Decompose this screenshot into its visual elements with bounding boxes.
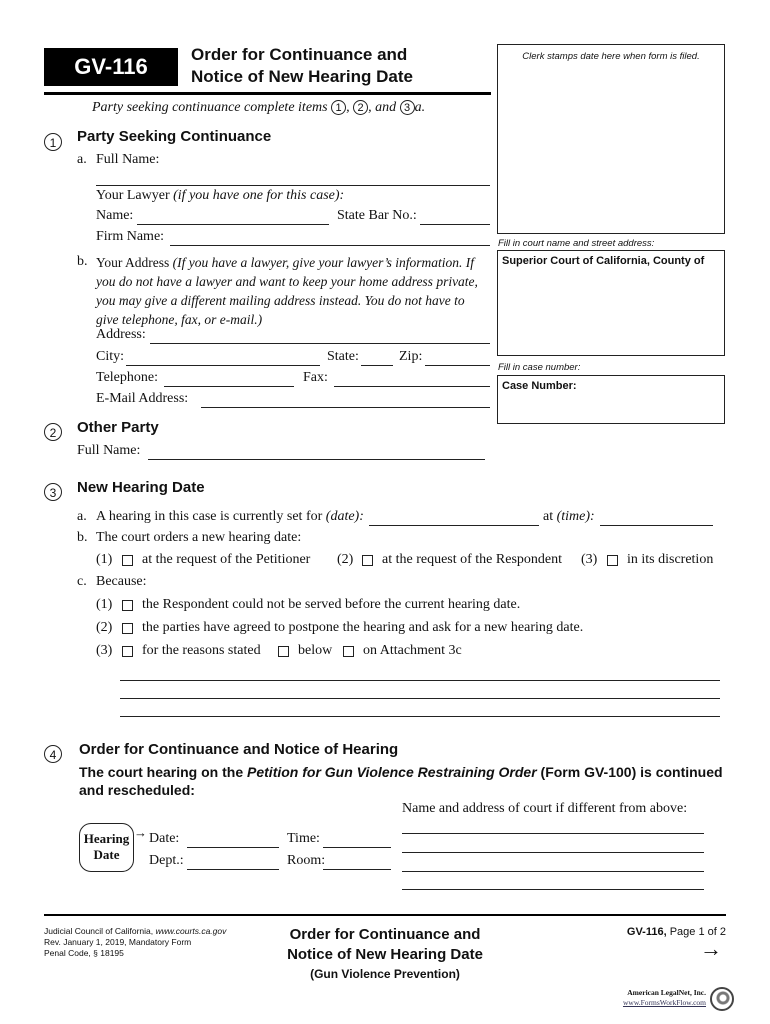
next-page-arrow-icon[interactable]: →	[700, 936, 722, 961]
s3-c-letter: c.	[77, 574, 87, 589]
your-address-block	[96, 253, 496, 329]
s3-a-time-label: (time):	[556, 509, 595, 524]
footer-left2: Rev. January 1, 2019, Mandatory Form	[44, 937, 192, 947]
new-time-input[interactable]	[323, 831, 391, 847]
city-label: City:	[96, 349, 125, 364]
zip-label: Zip:	[399, 349, 423, 364]
lawyer-name-line	[137, 224, 329, 225]
room-label: Room:	[287, 853, 326, 868]
instruction-sep2: , and	[368, 100, 397, 115]
s3-a-at: at	[543, 509, 554, 524]
s3-b-letter: b.	[77, 530, 88, 545]
fax-line	[334, 386, 490, 387]
dept-input[interactable]	[187, 853, 279, 869]
email-label: E-Mail Address:	[96, 391, 189, 406]
s3-c-opt1-num: (1)	[96, 597, 113, 612]
court-diff-label: Name and address of court if different from above:	[402, 801, 688, 816]
s3-c-text: Because:	[96, 574, 147, 589]
current-hearing-time-input[interactable]	[600, 509, 713, 525]
other-party-name-label: Full Name:	[77, 443, 141, 458]
publisher-url: www.FormsWorkFlow.com	[622, 998, 706, 1007]
section2-number: 2	[44, 423, 62, 441]
reasons-line-3	[120, 716, 720, 717]
address-note-l1: (If you have a lawyer, give your lawyer’s information. If	[172, 255, 474, 270]
s3-b-opt1: at the request of the Petitioner	[142, 552, 311, 567]
dept-label: Dept.:	[149, 853, 184, 868]
firm-name-label: Firm Name:	[96, 229, 165, 244]
firm-name-input[interactable]	[170, 229, 490, 245]
fax-input[interactable]	[334, 370, 490, 386]
petitioner-request-checkbox[interactable]	[122, 555, 133, 566]
s3-c-opt3: for the reasons stated	[142, 643, 261, 658]
reasons-line-1	[120, 680, 720, 681]
publisher-stamp	[614, 988, 706, 1008]
section3-heading: New Hearing Date	[77, 479, 205, 496]
s3-a-text	[96, 509, 364, 525]
publisher-name: American LegalNet, Inc.	[627, 988, 706, 997]
s3-b-opt2-num: (2)	[337, 552, 354, 567]
s3-b-text: The court orders a new hearing date:	[96, 530, 302, 545]
footer-center	[270, 925, 500, 983]
firm-name-line	[170, 245, 490, 246]
new-time-label: Time:	[287, 831, 320, 846]
s3-c-opt3-attach: on Attachment 3c	[363, 643, 462, 658]
lawyer-name-label: Name:	[96, 208, 134, 223]
court-diff-textarea[interactable]	[402, 818, 704, 890]
case-box-note: Fill in case number:	[498, 362, 581, 373]
s3-b-opt2: at the request of the Respondent	[382, 552, 563, 567]
footer-left-row1	[44, 926, 226, 937]
instruction-sep1: ,	[346, 100, 350, 115]
footer-left	[44, 926, 226, 959]
full-name-line	[96, 185, 490, 186]
publisher-logo-icon	[710, 987, 734, 1011]
s3-a-main: A hearing in this case is currently set for	[96, 509, 323, 524]
s4-sub-ital: Petition for Gun Violence Restraining Order	[247, 764, 537, 780]
form-title-line2: Notice of New Hearing Date	[191, 67, 413, 86]
case-number-box[interactable]	[497, 375, 725, 424]
fax-label: Fax:	[303, 370, 328, 385]
s3-c-opt1: the Respondent could not be served before the current hearing date.	[142, 597, 521, 612]
instruction-post: a.	[414, 100, 426, 115]
footer-center2: Notice of New Hearing Date	[287, 946, 483, 963]
full-name-label: Full Name:	[96, 152, 160, 167]
s3-c-opt2-num: (2)	[96, 620, 113, 635]
email-line	[201, 407, 490, 408]
section4-number: 4	[44, 745, 62, 763]
state-bar-line	[420, 224, 490, 225]
instruction-pre: Party seeking continuance complete items	[92, 100, 328, 115]
lawyer-name-input[interactable]	[137, 208, 329, 224]
state-bar-label: State Bar No.:	[337, 208, 417, 223]
your-lawyer-note: (if you have one for this case):	[173, 188, 345, 203]
reasons-stated-checkbox[interactable]	[122, 646, 133, 657]
footer-center3: (Gun Violence Prevention)	[310, 967, 460, 981]
item-ref-3: 3	[400, 100, 415, 115]
s4-sub-pre: The court hearing on the	[79, 764, 248, 780]
room-input[interactable]	[323, 853, 391, 869]
court-discretion-checkbox[interactable]	[607, 555, 618, 566]
section4-heading: Order for Continuance and Notice of Hearing	[79, 741, 399, 758]
s3-c-opt3-below: below	[298, 643, 333, 658]
footer-left1-url: www.courts.ca.gov	[155, 926, 227, 936]
hearing-tag-l1: Hearing	[83, 831, 130, 846]
clerk-stamp-box[interactable]	[497, 44, 725, 234]
section4-sub-row1	[79, 763, 723, 781]
address-note-l3: you may give a different mailing address instead. You do not have to	[96, 293, 465, 308]
address-line	[150, 343, 490, 344]
court-diff-line-2	[402, 852, 704, 853]
your-lawyer-text: Your Lawyer	[96, 188, 170, 203]
s3-b-opt3: in its discretion	[627, 552, 714, 567]
state-input[interactable]	[361, 349, 393, 365]
court-name-box[interactable]	[497, 250, 725, 356]
clerk-stamp-note: Clerk stamps date here when form is filed.	[522, 51, 700, 62]
address-label: Address:	[96, 327, 146, 342]
not-served-checkbox[interactable]	[122, 600, 133, 611]
court-diff-line-3	[402, 871, 704, 872]
reasons-line-2	[120, 698, 720, 699]
footer-form-id: GV-116,	[626, 926, 667, 938]
s3-c-opt3-num: (3)	[96, 643, 113, 658]
s3-b-opt3-num: (3)	[581, 552, 598, 567]
reasons-below-checkbox[interactable]	[278, 646, 289, 657]
address-input[interactable]	[150, 327, 490, 343]
court-box-note: Fill in court name and street address:	[498, 238, 655, 249]
address-note-row1	[96, 253, 496, 272]
respondent-request-checkbox[interactable]	[362, 555, 373, 566]
your-lawyer-label	[96, 188, 344, 204]
form-id-badge: GV-116	[44, 48, 178, 86]
footer-rule	[44, 914, 726, 916]
parties-agreed-checkbox[interactable]	[122, 623, 133, 634]
instruction-line	[92, 100, 425, 116]
current-hearing-time-line	[600, 525, 713, 526]
room-line	[323, 869, 391, 870]
section2-heading: Other Party	[77, 419, 159, 436]
other-party-name-line	[148, 459, 485, 460]
city-input[interactable]	[126, 349, 320, 365]
reasons-attachment-checkbox[interactable]	[343, 646, 354, 657]
hearing-date-tag	[79, 823, 134, 872]
s3-c-opt2: the parties have agreed to postpone the hearing and ask for a new hearing date.	[142, 620, 584, 635]
footer-center1: Order for Continuance and	[289, 926, 481, 943]
telephone-label: Telephone:	[96, 370, 158, 385]
s3-a-date-label: (date):	[325, 509, 364, 524]
section1-number: 1	[44, 133, 62, 151]
telephone-input[interactable]	[164, 370, 294, 386]
court-diff-line-4	[402, 889, 704, 890]
form-title	[191, 44, 413, 88]
other-party-name-input[interactable]	[148, 443, 485, 459]
footer-left1: Judicial Council of California,	[44, 926, 156, 936]
s4-sub-post: (Form GV-100) is continued	[536, 764, 723, 780]
footer-page-number: Page 1 of 2	[669, 926, 726, 938]
new-date-input[interactable]	[187, 831, 279, 847]
form-title-line1: Order for Continuance and	[191, 45, 408, 64]
address-note-l4: give telephone, fax, or e-mail.)	[96, 312, 263, 327]
dept-line	[187, 869, 279, 870]
hearing-tag-l2: Date	[93, 847, 120, 862]
case-box-title: Case Number:	[502, 380, 577, 392]
item-ref-1: 1	[331, 100, 346, 115]
s3-a-letter: a.	[77, 509, 87, 524]
court-diff-line-1	[402, 833, 704, 834]
state-bar-input[interactable]	[420, 208, 490, 224]
telephone-line	[164, 386, 294, 387]
your-address-label: Your Address	[96, 255, 170, 270]
new-date-line	[187, 847, 279, 848]
zip-input[interactable]	[425, 349, 490, 365]
zip-line	[425, 365, 490, 366]
current-hearing-date-input[interactable]	[369, 509, 539, 525]
s1-b-letter: b.	[77, 254, 88, 269]
section1-heading: Party Seeking Continuance	[77, 128, 272, 145]
address-note-l2: you do not have a lawyer and want to keep your home address private,	[96, 274, 478, 289]
section3-number: 3	[44, 483, 62, 501]
state-label: State:	[327, 349, 359, 364]
item-ref-2: 2	[353, 100, 368, 115]
full-name-input[interactable]	[96, 168, 490, 184]
state-line	[361, 365, 393, 366]
new-time-line	[323, 847, 391, 848]
s4-sub-line2: and rescheduled:	[79, 782, 195, 798]
s3-b-opt1-num: (1)	[96, 552, 113, 567]
hearing-arrow-icon: →	[134, 825, 147, 840]
email-input[interactable]	[201, 391, 490, 407]
s1-a-letter: a.	[77, 152, 87, 167]
court-box-title: Superior Court of California, County of	[502, 255, 705, 267]
new-date-label: Date:	[149, 831, 180, 846]
footer-left3: Penal Code, § 18195	[44, 948, 124, 958]
current-hearing-date-line	[369, 525, 539, 526]
city-line	[126, 365, 320, 366]
s3-a-time	[543, 509, 595, 525]
header-rule	[44, 92, 491, 95]
section4-subheading	[79, 763, 723, 799]
reasons-textarea[interactable]	[120, 664, 720, 718]
